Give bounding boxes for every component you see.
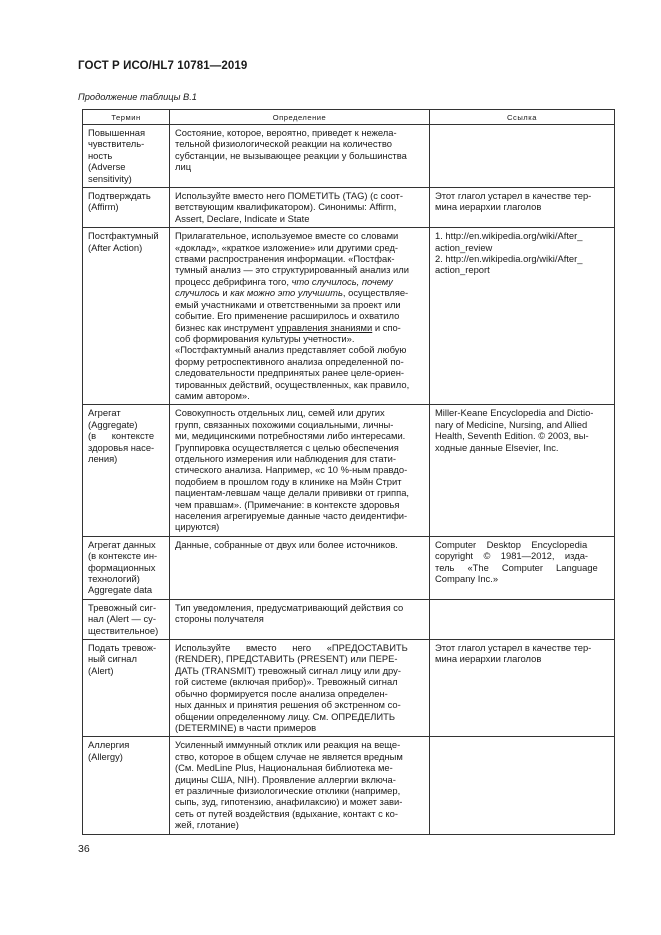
table-caption: Продолжение таблицы В.1 — [78, 92, 197, 102]
term-cell: Подать тревож- ный сигнал (Alert) — [83, 640, 170, 737]
column-header-term: Термин — [83, 110, 170, 125]
table-row — [83, 640, 615, 737]
table-row — [83, 599, 615, 639]
term-cell: Тревожный сиг- нал (Alert — су- ществительное) — [83, 599, 170, 639]
definition-cell: Тип уведомления, предусматривающий действия со стороны получателя — [170, 599, 430, 639]
terms-table — [82, 109, 615, 835]
definition-cell: Данные, собранные от двух или более источников. — [170, 536, 430, 599]
reference-url[interactable]: 1. http://en.wikipedia.org/wiki/After_ — [435, 230, 583, 242]
term-cell: Агрегат (Aggregate) (в контексте здоровья насе- ления) — [83, 405, 170, 536]
definition-cell: Совокупность отдельных лиц, семей или других групп, связанных похожими социальными, личны- ми, медицинскими потребностями либо интересами. Группировка осуществляется с целью обеспечения отдельного измерения или наблюдения для стати- стического анализа. Например, «с 10 %-ным правдо- подобием в прошлом году в клинике на Мэйн Стрит пациентам-левшам чаще делали прививки от гриппа, чем правшам». (Примечание: в контексте здоровья населения агрегируемые данные часто деидентифи- цируются) — [170, 405, 430, 536]
table-row — [83, 228, 615, 405]
emphasis-text: как можно это улучшить — [230, 287, 343, 299]
reference-cell — [430, 125, 615, 188]
reference-cell — [430, 737, 615, 834]
emphasis-text: случилось — [175, 287, 220, 299]
definition-cell: Усиленный иммунный отклик или реакция на веще- ство, которое в общем случае не является вредным (См. MedLine Plus, Национальная библиотека ме- дицины США, NIH). Проявление аллергии включа- ет различные физиологические отклики (например, сыпь, зуд, гипотензию, анафилаксию) и может зави- сеть от путей воздействия (вдыхание, контакт с ко- жей, глотание) — [170, 737, 430, 834]
table-row — [83, 405, 615, 536]
term-cell: Повышенная чувствитель- ность (Adverse sensitivity) — [83, 125, 170, 188]
reference-cell: 1. http://en.wikipedia.org/wiki/After_ action_review 2. http://en.wikipedia.org/wiki/After_ action_report — [430, 228, 615, 405]
definition-cell: Состояние, которое, вероятно, приведет к нежела- тельной физиологической реакции на количество субстанции, не вызывающее реакции у большинства лиц — [170, 125, 430, 188]
reference-cell: Этот глагол устарел в качестве тер- мина иерархии глаголов — [430, 188, 615, 228]
table-row — [83, 125, 615, 188]
table-row — [83, 737, 615, 834]
term-cell: Постфактумный (After Action) — [83, 228, 170, 405]
definition-cell: Прилагательное, используемое вместе со словами «доклад», «краткое изложение» или другими сред- ствами распространения информации. «Постфак- тумный анализ — это структурированный анализ или процесс дебрифинга того, что случилось, почему случилось и как можно это улучшить, осуществляе- емый участниками и ответственными за проект или событие. Его применение расширилось и охватило бизнес как инструмент управления знаниями и спо- соб формирования культуры учетности». «Постфактумный анализ представляет собой любую форму ретроспективного анализа определенной по- следовательности предпринятых ранее целе-ориен- тированных действий, осуществленных, как правило, самим автором». — [170, 228, 430, 405]
term-cell: Агрегат данных (в контексте ин- формационных технологий) Aggregate data — [83, 536, 170, 599]
column-header-reference: Ссылка — [430, 110, 615, 125]
page-number: 36 — [78, 843, 90, 855]
term-cell: Подтверждать (Affirm) — [83, 188, 170, 228]
standard-code-header: ГОСТ Р ИСО/HL7 10781—2019 — [78, 60, 248, 72]
term-cell: Аллергия (Allergy) — [83, 737, 170, 834]
emphasis-text: что случилось, почему — [291, 275, 393, 287]
reference-url[interactable]: 2. http://en.wikipedia.org/wiki/After_ — [435, 253, 583, 265]
column-header-definition: Определение — [170, 110, 430, 125]
definition-cell: Используйте вместо него «ПРЕДОСТАВИТЬ (RENDER), ПРЕДСТАВИТЬ (PRESENT) или ПЕРЕ- ДАТЬ (TRANSMIT) тревожный сигнал лицу или дру- гой системе (включая прибор)». Тревожный сигнал обычно формируется после анализа определен- ных данных и принятия решения об экстренном со- общении определенному лицу. См. ОПРЕДЕЛИТЬ (DETERMINE) в части примеров — [170, 640, 430, 737]
reference-cell — [430, 599, 615, 639]
reference-cell: Этот глагол устарел в качестве тер- мина иерархии глаголов — [430, 640, 615, 737]
table-row — [83, 536, 615, 599]
knowledge-management-link[interactable]: управления знаниями — [276, 321, 373, 333]
reference-cell: Computer Desktop Encyclopedia copyright © 1981—2012, изда- тель «The Computer Language Company Inc.» — [430, 536, 615, 599]
reference-cell: Miller-Keane Encyclopedia and Dictio- nary of Medicine, Nursing, and Allied Health, Seventh Edition. © 2003, вы- ходные данные Elsevier, Inc. — [430, 405, 615, 536]
table-row — [83, 188, 615, 228]
definition-cell: Используйте вместо него ПОМЕТИТЬ (TAG) (с соот- ветствующим квалификатором). Синонимы: Affirm, Assert, Declare, Indicate и State — [170, 188, 430, 228]
table-header-row — [83, 110, 615, 125]
